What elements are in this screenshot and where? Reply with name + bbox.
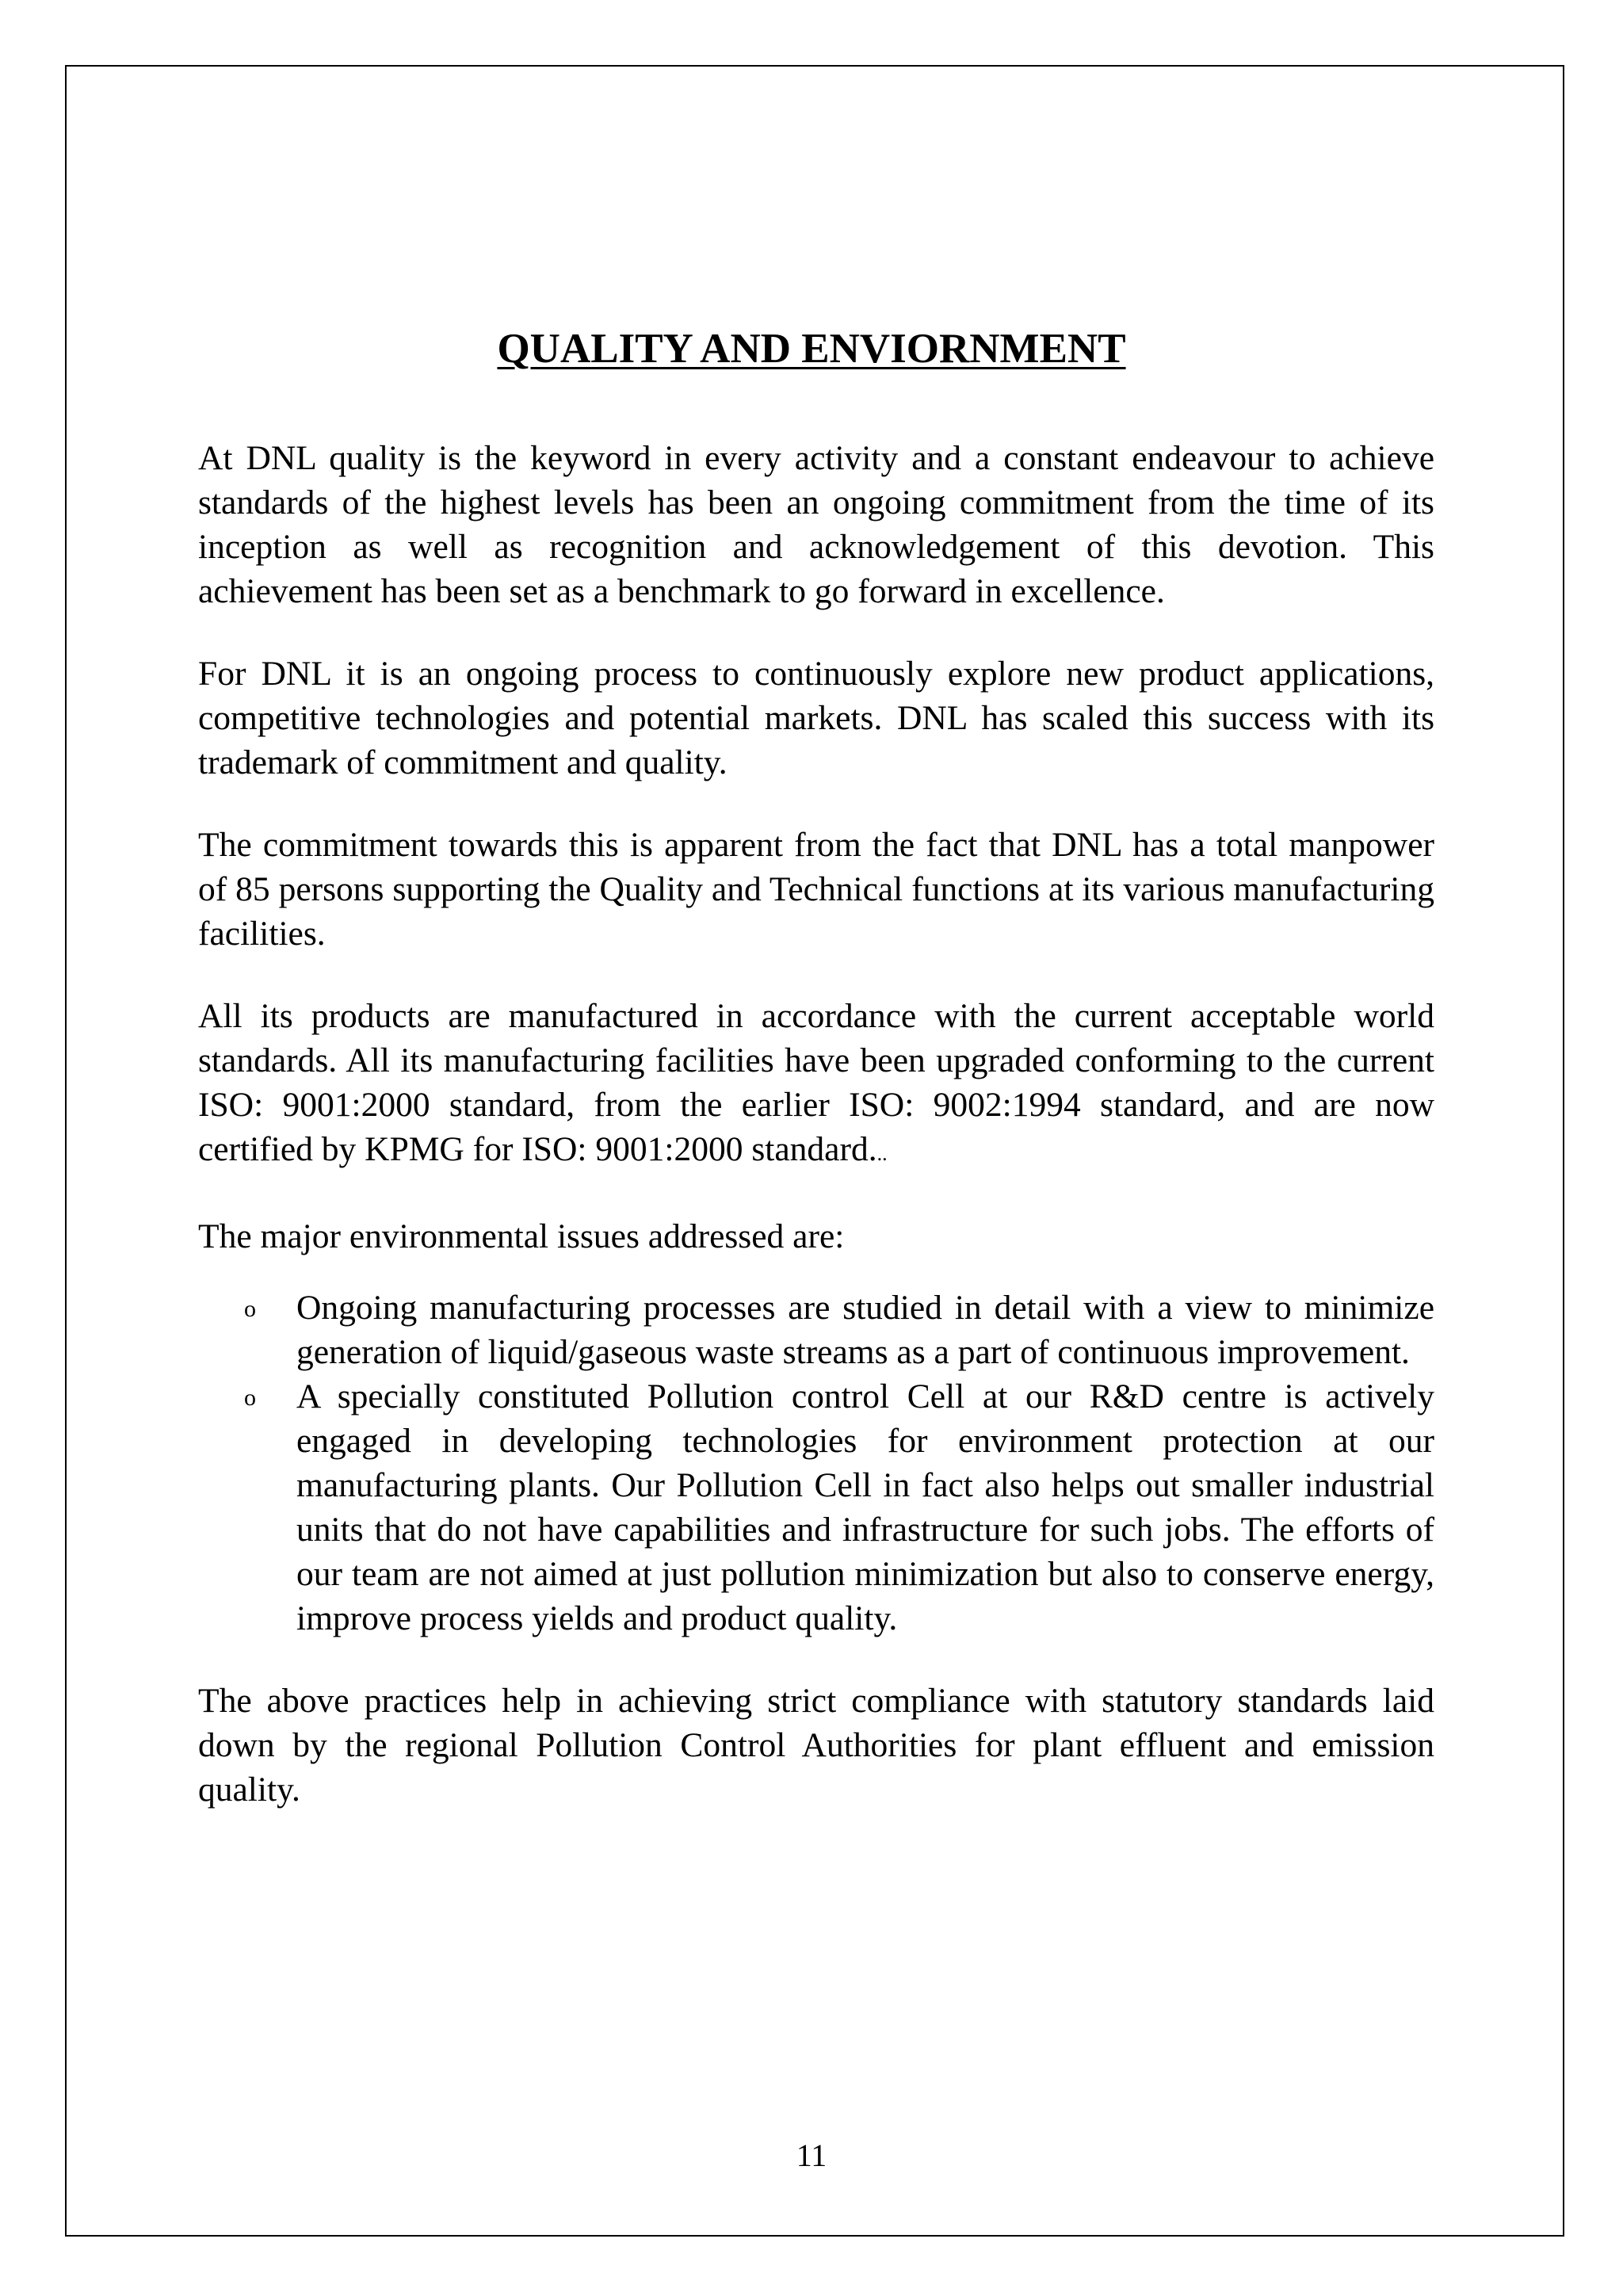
paragraph-quality-intro: At DNL quality is the keyword in every activity and a constant endeavour to achieve standards of the highest levels has been an ongoing commitment from the time of its inception as well as recognition and acknowledgement of this devotion. This achievement has been set as a benchmark to go forward in excellence. (198, 439, 1434, 610)
list-item-text: Ongoing manufacturing processes are studied in detail with a view to minimize generation of liquid/gaseous waste streams as a part of continuous improvement. (296, 1289, 1434, 1371)
paragraph-environmental-issues: The major environmental issues addressed are: (198, 1217, 845, 1255)
paragraph-commitment: The commitment towards this is apparent from the fact that DNL has a total manpower of 85 persons supporting the Quality and Technical functions at its various manufacturing facilities. (198, 826, 1434, 953)
page-title: QUALITY AND ENVIORNMENT (497, 325, 1126, 372)
list-item (198, 1374, 1434, 1641)
environmental-issues-list (198, 1286, 1434, 1641)
page-number: 11 (796, 2137, 827, 2173)
list-item (198, 1286, 1434, 1374)
paragraph-iso-standards (198, 994, 1434, 1176)
paragraph-iso-text: All its products are manufactured in accordance with the current acceptable world standards. All its manufacturing facilities have been upgraded conforming to the current ISO: 9001:2000 standard, from the earlier ISO: 9002:1994 standard, and are now certified by KPMG for ISO: 9001:2000 standard. (198, 997, 1434, 1168)
bullet-marker: o (244, 1296, 256, 1322)
list-item-text: A specially constituted Pollution control Cell at our R&D centre is actively engaged in developing technologies for environment protection at our manufacturing plants. Our Pollution Cell in fact also helps out smaller industrial units that do not have capabilities and infrastructure for such jobs. The efforts of our team are not aimed at just pollution minimization but also to conserve energy, improve process yields and product quality. (296, 1377, 1434, 1637)
paragraph-dnl-process: For DNL it is an ongoing process to continuously explore new product applications, competitive technologies and potential markets. DNL has scaled this success with its trademark of commitment and quality. (198, 655, 1434, 781)
document-body (198, 436, 1434, 1850)
trailing-dots: .. (876, 1142, 888, 1165)
paragraph-closing: The above practices help in achieving strict compliance with statutory standards laid down by the regional Pollution Control Authorities for plant effluent and emission quality. (198, 1682, 1434, 1809)
bullet-marker: o (244, 1385, 256, 1411)
